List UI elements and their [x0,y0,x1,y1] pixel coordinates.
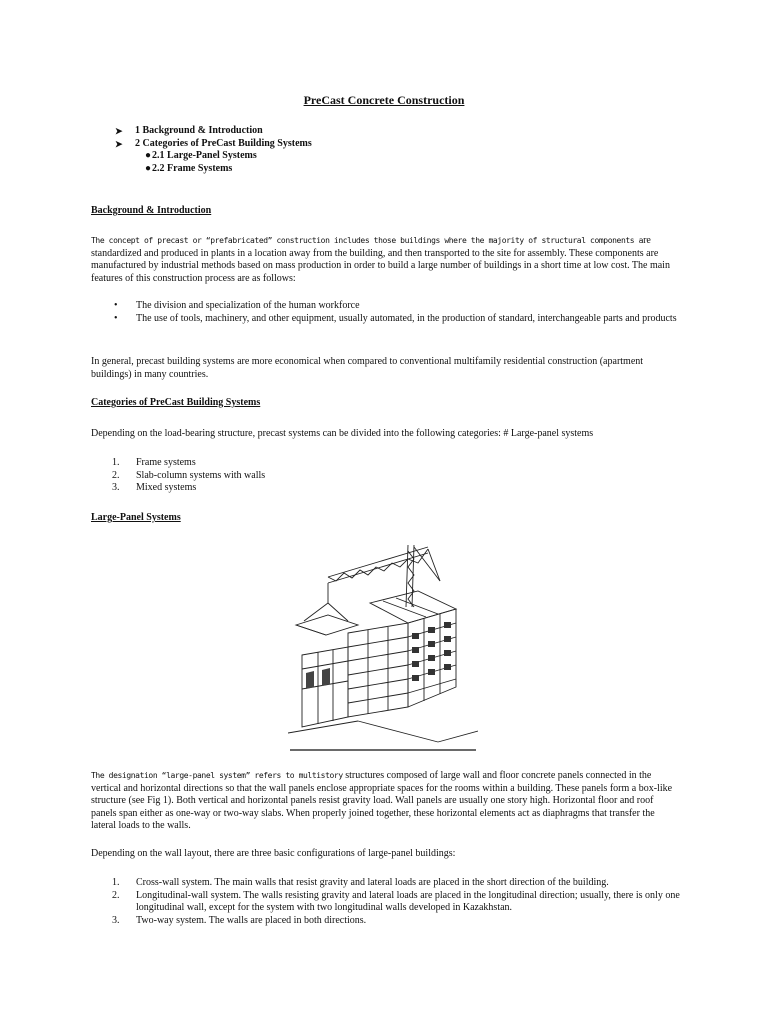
dot-bullet-icon: ● [145,150,152,161]
heading-background: Background & Introduction [91,205,212,216]
page-title: PreCast Concrete Construction [303,93,465,107]
list-item: • The use of tools, machinery, and other equipment, usually automated, in the production of standard, interchangeable parts and products [114,312,677,324]
paragraph-lead-text: The concept of precast or “prefabricated” construction includes those buildings where the majority of structural components a [91,236,644,245]
bullet-icon: • [114,312,118,324]
large-panel-building-illustration [288,537,478,751]
paragraph-rest-text: re standardized and produced in plants in a location away from the building, and then transported to the site for assembly. These components are manufactured by industrial methods based on mass production in order to build a large number of buildings in a short time at low cost. The main features of this construction process are as follows: [91,235,670,284]
toc-subitem-frame[interactable]: ●2.2 Frame Systems [145,162,233,174]
list-item: • The division and specialization of the human workforce [114,300,360,311]
features-list [91,300,681,325]
paragraph-economics: In general, precast building systems are more economical when compared to conventional multifamily residential construction (apartment buildings) in many countries. [91,356,644,380]
list-item: 3. Two-way system. The walls are placed in both directions. [112,914,367,926]
list-item: 1. Cross-wall system. The main walls that resist gravity and lateral loads are placed in the short direction of the building. [112,877,609,888]
table-of-contents [115,125,312,175]
toc-item-categories[interactable]: ➤ 2 Categories of PreCast Building Systems [115,137,312,149]
paragraph-rest-text: structures composed of large wall and floor concrete panels connected in the vertical and horizontal directions so that the wall panels enclose appropriate spaces for the rooms within a building. These panels form a box-like structure (see Fig 1). Both vertical and horizontal panels resist gravity load. Wall panels are usually one story high. Horizontal floor and roof panels span either as one-way or two-way slabs. When properly joined together, these horizontal elements act as diaphragms that transfer the lateral loads to the walls. [91,770,673,831]
toc-item-background[interactable]: ➤ 1 Background & Introduction [115,125,263,136]
paragraph-large-panel-definition [91,770,681,833]
heading-categories: Categories of PreCast Building Systems [91,397,261,408]
list-item: 2. Slab-column systems with walls [112,469,266,481]
bullet-icon: • [114,300,118,311]
categories-list [91,457,681,495]
list-item: 1. Frame systems [112,457,196,468]
configurations-list [91,877,681,927]
list-item: 2. Longitudinal-wall system. The walls resisting gravity and lateral loads are placed in the longitudinal direction; usually, there is only one longitudinal wall, except for the system with two longitudinal walls developed in Kazakhstan. [112,889,680,913]
list-item: 3. Mixed systems [112,482,197,493]
paragraph-background-intro [91,235,681,285]
dot-bullet-icon: ● [145,162,152,174]
toc-subitem-large-panel[interactable]: ●2.1 Large-Panel Systems [145,150,257,161]
paragraph-wall-layout: Depending on the wall layout, there are three basic configurations of large-panel buildings: [91,848,456,859]
arrow-bullet-icon: ➤ [115,138,123,149]
paragraph-lead-text: The designation “large-panel system” refers to multistory [91,771,343,780]
arrow-bullet-icon: ➤ [115,126,123,136]
heading-large-panel: Large-Panel Systems [91,512,181,523]
paragraph-categories: Depending on the load-bearing structure, precast systems can be divided into the following categories: # Large-panel systems [91,428,594,439]
